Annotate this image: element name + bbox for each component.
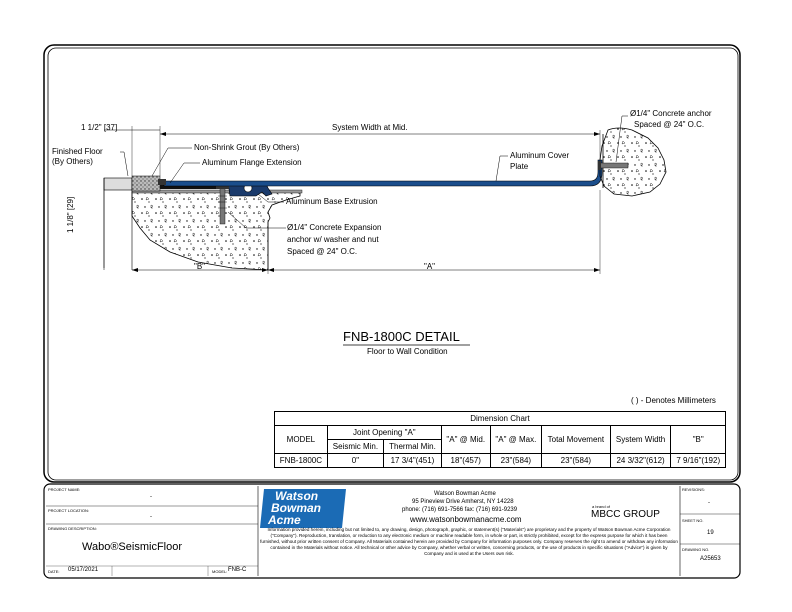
anchor-right-line2: Spaced @ 24" O.C. (634, 120, 705, 129)
drawing-no-label: DRAWING NO. (682, 547, 710, 552)
expansion-line1: Ø1/4" Concrete Expansion (287, 223, 382, 232)
cell-a-max: 23"(584) (490, 454, 541, 468)
dim-top-left: 1 1/2" [37] (81, 123, 118, 132)
cell-seismic-min: 0" (327, 454, 383, 468)
brand-name: MBCC GROUP (591, 509, 660, 520)
project-location-value: - (150, 514, 152, 520)
col-a-mid: "A" @ Mid. (441, 426, 490, 454)
chart-title: Dimension Chart (275, 412, 726, 426)
drawing-description-value: Wabo®SeismicFloor (82, 541, 182, 553)
col-joint: Joint Opening "A" (327, 426, 441, 440)
company-phone: phone: (716) 691-7566 fax: (716) 691-9239 (402, 507, 518, 513)
logo-line2: Bowman (271, 501, 322, 515)
company-web: www.watsonbowmanacme.com (410, 515, 522, 524)
company-name: Watson Bowman Acme (434, 491, 496, 497)
cover-label-line1: Aluminum Cover (510, 151, 570, 160)
model-label: MODEL: (212, 569, 228, 574)
dimension-chart (274, 411, 726, 468)
sheet-no-label: SHEET NO. (682, 518, 704, 523)
mm-note: ( ) - Denotes Millimeters (631, 396, 716, 405)
cell-system-width: 24 3/32"(612) (610, 454, 671, 468)
project-location-label: PROJECT LOCATION: (48, 508, 89, 513)
expansion-line2: anchor w/ washer and nut (287, 235, 379, 244)
cell-thermal-min: 17 3/4"(451) (384, 454, 442, 468)
logo-line3: Acme (268, 513, 301, 527)
left-anchor (220, 186, 225, 224)
col-system-width: System Width (610, 426, 671, 454)
finished-floor-line2: (By Others) (52, 157, 93, 166)
col-b: "B" (671, 426, 726, 454)
dim-b: "B" (194, 262, 206, 271)
expansion-line3: Spaced @ 24" O.C. (287, 247, 358, 256)
cover-label-line2: Plate (510, 162, 529, 171)
logo-line1: Watson (275, 489, 319, 503)
detail-subtitle: Floor to Wall Condition (367, 347, 448, 356)
drawing-no-value: A25653 (700, 556, 721, 562)
right-anchor (600, 163, 628, 168)
cell-model: FNB-1800C (275, 454, 328, 468)
finished-floor-line1: Finished Floor (52, 147, 103, 156)
col-total: Total Movement (542, 426, 611, 454)
revisions-label: REVISIONS: (682, 487, 705, 492)
detail-title: FNB-1800C DETAIL (343, 329, 460, 344)
company-address: 95 Pineview Drive Amherst, NY 14228 (412, 499, 514, 505)
revisions-value: - (708, 500, 710, 506)
col-thermal-min: Thermal Min. (384, 440, 442, 454)
base-extrusion-label: Aluminum Base Extrusion (286, 197, 378, 206)
dim-a: "A" (424, 262, 436, 271)
anchor-right-line1: Ø1/4" Concrete anchor (630, 109, 712, 118)
disclaimer: Information provided herein, including but not limited to, any drawing, design, photograph, graphic, or statement(s) ("Materials") are proprietary and the property of Watson Bowman Acme Corporation ("Company"). Reproduction, translation, or reduction to any electronic medium or machine readable form, in whole or part, is strictly prohibited, except for the express purpose for which it has been furnished, without prior written consent of Company. All Materials contained herein are provided by Company for information purposes only. Company reserves the right to amend or withdraw any information contained in the Materials without notice. All technical or other advice by Company, whether verbal or written, concerning products, or the use of products in specific situations ("Advice") is given by Company and is used at the Users own risk. (260, 527, 678, 556)
left-slab (132, 192, 300, 270)
cell-b: 7 9/16"(192) (671, 454, 726, 468)
table-row (275, 454, 726, 468)
sheet-no-value: 19 (707, 530, 714, 536)
flange-label: Aluminum Flange Extension (202, 158, 302, 167)
date-label: DATE: (48, 569, 60, 574)
col-seismic-min: Seismic Min. (327, 440, 383, 454)
project-name-value: - (150, 494, 152, 500)
cell-total: 23"(584) (542, 454, 611, 468)
col-a-max: "A" @ Max. (490, 426, 541, 454)
model-value: FNB-C (228, 567, 247, 573)
dim-system-width: System Width at Mid. (332, 123, 408, 132)
col-model: MODEL (275, 426, 328, 454)
brand-prefix: a brand of (592, 504, 611, 509)
grout-block (132, 176, 160, 191)
cell-a-mid: 18"(457) (441, 454, 490, 468)
project-name-label: PROJECT NAME: (48, 487, 81, 492)
right-wall (600, 128, 666, 196)
finished-floor (104, 178, 132, 190)
dim-vertical: 1 1/8" [29] (66, 196, 75, 233)
grout-label: Non-Shrink Grout (By Others) (194, 143, 300, 152)
drawing-description-label: DRAWING DESCRIPTION: (48, 526, 97, 531)
date-value: 05/17/2021 (68, 567, 99, 573)
